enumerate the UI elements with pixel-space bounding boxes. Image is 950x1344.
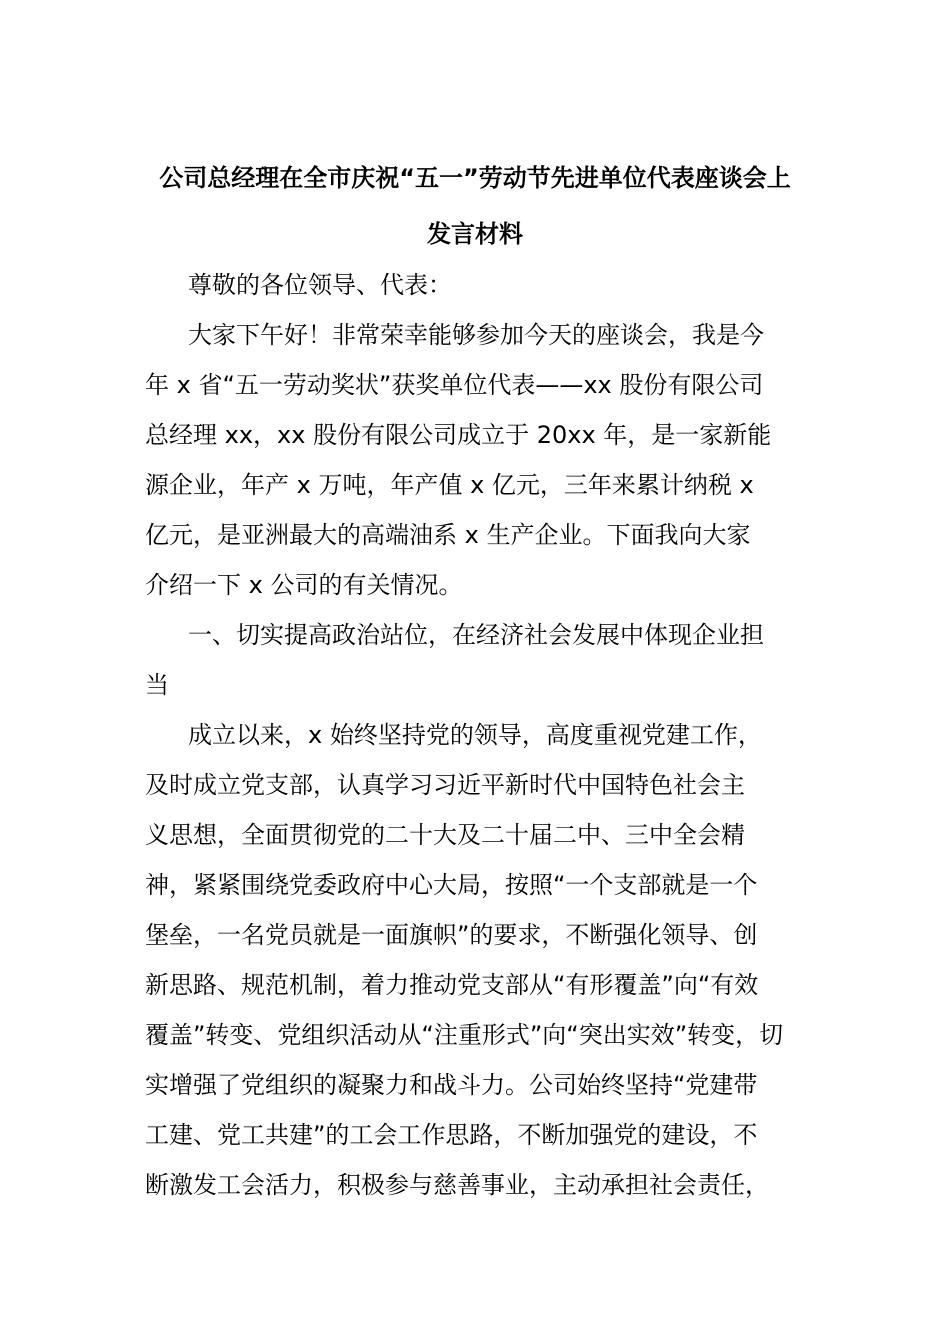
- paragraph-line: 新思路、规范机制，着力推动党支部从“有形覆盖”向“有效: [145, 971, 759, 999]
- title-line-1: 公司总经理在全市庆祝“五一”劳动节先进单位代表座谈会上: [159, 164, 791, 192]
- section-heading-line: 一、切实提高政治站位，在经济社会发展中体现企业担: [188, 621, 764, 649]
- paragraph-line: 及时成立党支部，认真学习习近平新时代中国特色社会主: [145, 771, 745, 799]
- paragraph-line: 大家下午好！非常荣幸能够参加今天的座谈会，我是今: [188, 321, 764, 349]
- document-body: [145, 260, 807, 1210]
- paragraph-line: 堡垒，一名党员就是一面旗帜”的要求，不断强化领导、创: [145, 921, 758, 949]
- paragraph-line: 神，紧紧围绕党委政府中心大局，按照“一个支部就是一个: [145, 871, 758, 899]
- paragraph-line: 义思想，全面贯彻党的二十大及二十届二中、三中全会精: [145, 821, 745, 849]
- paragraph-line: 亿元，是亚洲最大的高端油系 x 生产企业。下面我向大家: [145, 521, 751, 549]
- document-title: [120, 150, 830, 262]
- paragraph-line: 覆盖”转变、党组织活动从“注重形式”向“突出实效”转变，切: [145, 1021, 784, 1049]
- salutation: 尊敬的各位领导、代表：: [188, 271, 452, 299]
- title-line-2: 发言材料: [427, 220, 523, 248]
- paragraph-line: 断激发工会活力，积极参与慈善事业，主动承担社会责任，: [145, 1171, 769, 1199]
- paragraph-line: 源企业，年产 x 万吨，年产值 x 亿元，三年来累计纳税 x: [145, 471, 754, 499]
- paragraph-line: 成立以来，x 始终坚持党的领导，高度重视党建工作，: [188, 721, 762, 749]
- paragraph-line: 实增强了党组织的凝聚力和战斗力。公司始终坚持“党建带: [145, 1071, 758, 1099]
- paragraph-line: 年 x 省“五一劳动奖状”获奖单位代表——xx 股份有限公司: [145, 371, 764, 399]
- section-heading-line: 当: [145, 671, 169, 699]
- paragraph-line: 介绍一下 x 公司的有关情况。: [145, 571, 463, 599]
- paragraph-line: 总经理 xx，xx 股份有限公司成立于 20xx 年，是一家新能: [145, 421, 772, 449]
- paragraph-line: 工建、党工共建”的工会工作思路，不断加强党的建设，不: [145, 1121, 758, 1149]
